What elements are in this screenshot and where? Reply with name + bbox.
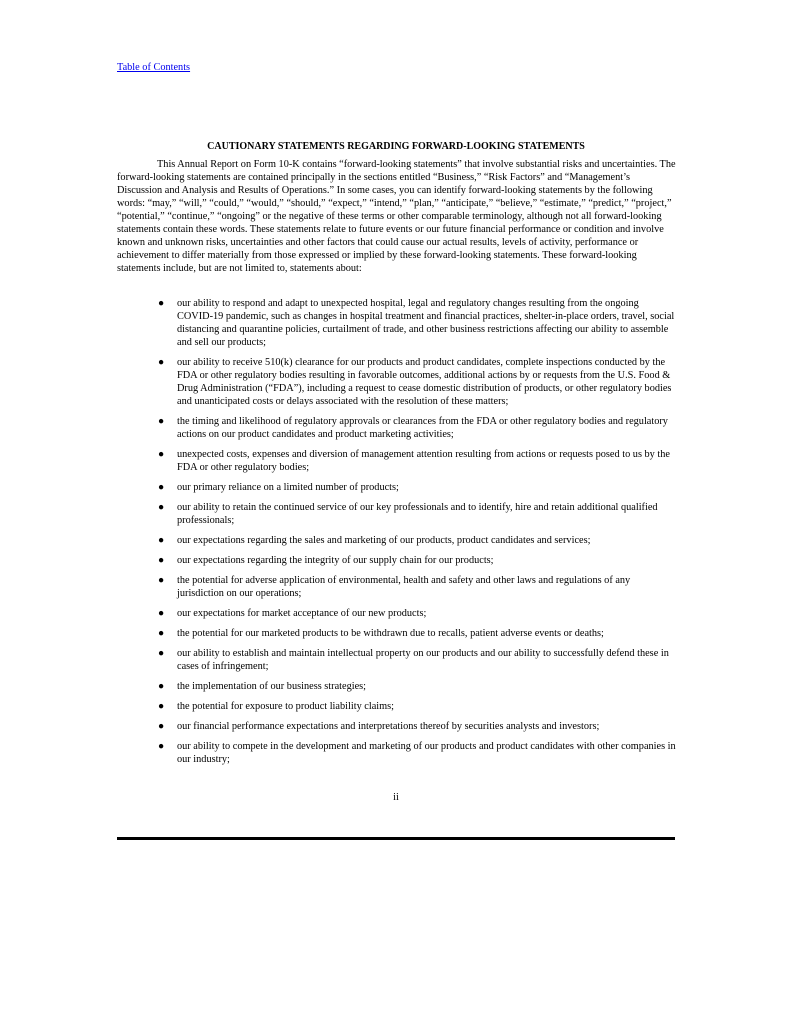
page-number: ii: [393, 792, 399, 803]
forward-looking-list: [117, 297, 677, 773]
list-item-text: our expectations for market acceptance of our new products;: [177, 608, 427, 619]
list-item-text: unexpected costs, expenses and diversion of management attention resulting from actions or requests posed to us by the FDA or other regulatory bodies;: [177, 449, 670, 473]
list-item-text: our financial performance expectations and interpretations thereof by securities analysts and investors;: [177, 721, 600, 732]
page-divider: [117, 837, 675, 840]
list-item: [117, 700, 677, 713]
list-item-text: our ability to respond and adapt to unexpected hospital, legal and regulatory changes resulting from the ongoing COVID-19 pandemic, such as changes in hospital treatment and financial practices, shelter-in-place orders, travel, social distancing and quarantine policies, curtailment of trade, and other business restrictions affecting our ability to assemble and sell our products;: [177, 298, 675, 348]
bullet-icon: ●: [158, 416, 165, 427]
bullet-icon: ●: [158, 701, 165, 712]
bullet-icon: ●: [158, 502, 165, 513]
bullet-icon: ●: [158, 608, 165, 619]
list-item: [117, 607, 677, 620]
list-item-text: the implementation of our business strategies;: [177, 681, 367, 692]
list-item: [117, 740, 677, 766]
list-item: [117, 481, 677, 494]
list-item: [117, 448, 677, 474]
bullet-icon: ●: [158, 482, 165, 493]
list-item-text: our expectations regarding the integrity of our supply chain for our products;: [177, 555, 494, 566]
list-item-text: our ability to retain the continued service of our key professionals and to identify, hire and retain additional qualified professionals;: [177, 502, 658, 526]
list-item: [117, 720, 677, 733]
list-item-text: our expectations regarding the sales and marketing of our products, product candidates and services;: [177, 535, 591, 546]
bullet-icon: ●: [158, 357, 165, 368]
list-item-text: the potential for exposure to product liability claims;: [177, 701, 395, 712]
bullet-icon: ●: [158, 535, 165, 546]
bullet-icon: ●: [158, 298, 165, 309]
bullet-icon: ●: [158, 575, 165, 586]
list-item-text: the potential for our marketed products to be withdrawn due to recalls, patient adverse events or deaths;: [177, 628, 604, 639]
section-heading: CAUTIONARY STATEMENTS REGARDING FORWARD-LOOKING STATEMENTS: [207, 141, 585, 152]
list-item-text: our ability to establish and maintain intellectual property on our products and our ability to successfully defend these in cases of infringement;: [177, 648, 669, 672]
list-item-text: our ability to receive 510(k) clearance for our products and product candidates, complete inspections conducted by the FDA or other regulatory bodies resulting in favorable outcomes, additional actions by or requests from the U.S. Food & Drug Administration (“FDA”), including a request to cease domestic distribution of products, or other regulatory bodies and unanticipated costs or delays associated with the resolution of these matters;: [177, 357, 672, 407]
bullet-icon: ●: [158, 741, 165, 752]
bullet-icon: ●: [158, 721, 165, 732]
list-item: [117, 501, 677, 527]
list-item: [117, 297, 677, 349]
bullet-icon: ●: [158, 449, 165, 460]
list-item: [117, 534, 677, 547]
list-item: [117, 680, 677, 693]
list-item: [117, 574, 677, 600]
list-item: [117, 627, 677, 640]
bullet-icon: ●: [158, 681, 165, 692]
intro-paragraph: This Annual Report on Form 10-K contains “forward-looking statements” that involve substantial risks and uncertainties. The forward-looking statements are contained principally in the sections entitled “Business,” “Risk Factors” and “Management’s Discussion and Analysis and Results of Operations.” In some cases, you can identify forward-looking statements by the following words: “may,” “will,” “could,” “would,” “should,” “expect,” “intend,” “plan,” “anticipate,” “believe,” “estimate,” “predict,” “project,” “potential,” “continue,” “ongoing” or the negative of these terms or other comparable terminology, although not all forward-looking statements contain these words. These statements relate to future events or our future financial performance or condition and involve known and unknown risks, uncertainties and other factors that could cause our actual results, levels of activity, performance or achievement to differ materially from those expressed or implied by these forward-looking statements. These forward-looking statements include, but are not limited to, statements about:: [117, 159, 676, 274]
list-item-text: our primary reliance on a limited number of products;: [177, 482, 399, 493]
list-item: [117, 415, 677, 441]
list-item: [117, 647, 677, 673]
list-item-text: the potential for adverse application of environmental, health and safety and other laws and regulations of any jurisdiction on our operations;: [177, 575, 631, 599]
list-item: [117, 554, 677, 567]
bullet-icon: ●: [158, 555, 165, 566]
list-item-text: the timing and likelihood of regulatory approvals or clearances from the FDA or other regulatory bodies and regulatory actions on our product candidates and product marketing activities;: [177, 416, 668, 440]
table-of-contents-link[interactable]: Table of Contents: [117, 62, 191, 73]
list-item-text: our ability to compete in the development and marketing of our products and product candidates with other companies in our industry;: [177, 741, 676, 765]
bullet-icon: ●: [158, 648, 165, 659]
list-item: [117, 356, 677, 408]
bullet-icon: ●: [158, 628, 165, 639]
